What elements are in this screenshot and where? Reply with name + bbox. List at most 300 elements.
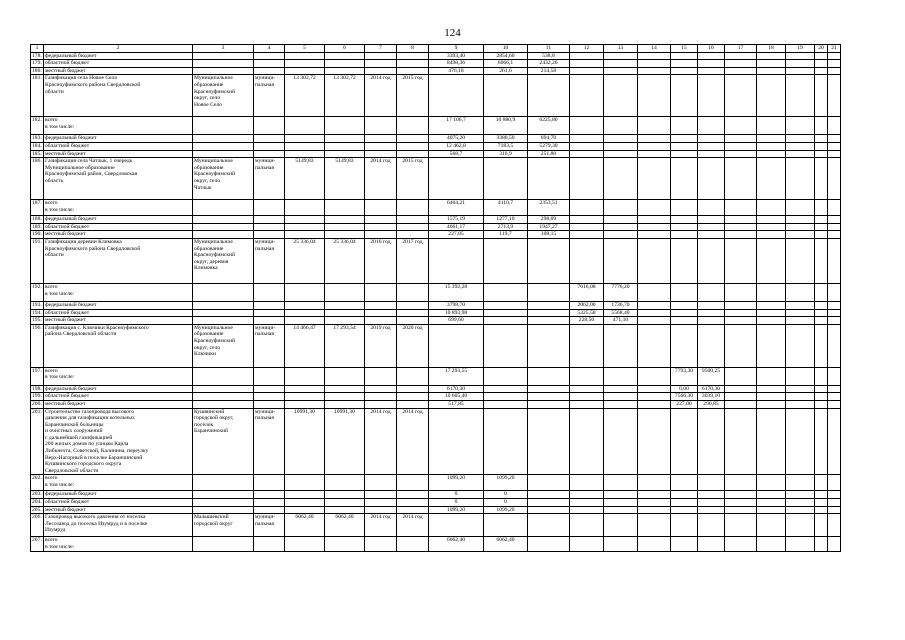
table-cell [570,385,604,393]
item-description-cell: Газопровод высокого давления от поселка Лесозавод до поселка Изумруд и в поселке Изумруд [44,514,193,537]
table-cell [365,52,397,60]
table-cell [815,385,828,393]
table-cell [325,301,365,309]
table-cell [325,283,365,301]
table-cell [725,117,757,135]
table-cell [725,223,757,231]
table-row [31,499,841,507]
table-cell [725,238,757,283]
table-cell [815,499,828,507]
table-cell [815,60,828,68]
table-cell [638,400,671,408]
table-cell: 2432,26 [528,60,570,68]
table-cell [397,135,429,143]
table-cell: 4075,20 [429,135,484,143]
row-number-cell: 188. [32,216,42,223]
table-cell [638,238,671,283]
table-cell [828,475,841,491]
table-cell [698,499,725,507]
table-cell [193,200,254,216]
table-cell: муници- пальная [254,324,285,367]
table-cell: 7793,30 [671,367,698,385]
table-cell [757,317,786,325]
item-description-cell: областной бюджет [44,223,193,231]
table-cell [484,400,528,408]
table-cell [254,200,285,216]
table-cell [604,142,638,150]
table-cell [725,135,757,143]
item-description-cell: Газификация с. Ключики Красноуфимского района Свердловской области [44,324,193,367]
table-cell [397,200,429,216]
table-cell: 2019 год [365,324,397,367]
table-cell [786,135,815,143]
table-cell [397,301,429,309]
table-cell [528,506,570,514]
table-cell [725,506,757,514]
table-cell [786,200,815,216]
table-cell [193,367,254,385]
table-row [31,216,841,224]
table-cell [828,52,841,60]
table-cell [698,231,725,239]
table-cell [254,60,285,68]
table-cell [484,385,528,393]
table-cell [698,537,725,552]
table-cell [254,393,285,401]
table-cell [365,385,397,393]
table-cell: 8498,36 [429,60,484,68]
table-cell [325,506,365,514]
table-cell [604,393,638,401]
table-cell: 6170,30 [429,385,484,393]
table-cell [671,491,698,499]
table-cell [815,200,828,216]
table-cell [604,324,638,367]
item-description-cell: Газификация села Новое Село Красноуфимского района Свердловской области [44,75,193,117]
row-number-cell: 184. [32,142,42,149]
table-cell [828,317,841,325]
table-cell [786,117,815,135]
table-cell: 3380,50 [484,135,528,143]
table-cell [725,52,757,60]
table-cell [325,223,365,231]
table-cell [604,200,638,216]
table-cell [193,537,254,552]
table-cell [365,317,397,325]
table-cell: 17 106,7 [429,117,484,135]
table-cell [698,117,725,135]
row-number-cell: 195. [32,317,42,324]
table-cell: 6170,30 [698,385,725,393]
table-cell [786,60,815,68]
table-row [31,75,841,117]
table-cell [725,408,757,475]
table-cell [786,499,815,507]
table-cell [365,367,397,385]
table-cell [698,216,725,224]
table-cell [815,150,828,158]
table-cell [604,491,638,499]
table-cell [725,158,757,200]
table-cell [671,135,698,143]
table-cell: 2020 год [397,324,429,367]
table-cell [429,408,484,475]
table-cell [365,499,397,507]
table-cell [604,150,638,158]
row-number-cell: 190. [32,231,42,238]
table-cell [528,514,570,537]
table-cell [254,400,285,408]
table-cell: 14 466,47 [285,324,325,367]
table-cell: муници- пальная [254,408,285,475]
table-cell [757,408,786,475]
table-row [31,135,841,143]
table-cell [604,60,638,68]
table-cell [365,216,397,224]
table-cell: Кушвинский городской округ, поселок Баранчинский [193,408,254,475]
table-cell [786,216,815,224]
table-cell: 1099,20 [429,506,484,514]
table-cell [285,67,325,75]
table-cell [815,537,828,552]
row-number-cell: 194. [32,309,42,316]
table-cell [325,67,365,75]
table-cell [815,506,828,514]
table-cell [604,52,638,60]
table-cell: 2015 год [397,75,429,117]
table-cell [528,491,570,499]
table-cell: 2014 год [365,514,397,537]
table-cell [638,75,671,117]
table-row [31,67,841,75]
table-cell [828,135,841,143]
table-cell [528,283,570,301]
column-number-cell: 14 [638,45,671,53]
table-cell [397,317,429,325]
table-cell [786,514,815,537]
table-cell [193,309,254,317]
table-cell [484,324,528,367]
table-cell [429,75,484,117]
table-cell [725,301,757,309]
table-cell [365,475,397,491]
table-cell [484,367,528,385]
row-number-cell: 207. [31,537,44,552]
table-cell [671,150,698,158]
table-cell [254,67,285,75]
table-cell [828,216,841,224]
table-cell [285,506,325,514]
table-cell [528,499,570,507]
table-cell [786,309,815,317]
table-cell [698,60,725,68]
table-cell [671,506,698,514]
table-cell [285,223,325,231]
table-cell [757,117,786,135]
table-cell [325,117,365,135]
table-cell: 9500,25 [698,367,725,385]
table-cell [397,150,429,158]
table-cell [285,142,325,150]
table-row [31,408,841,475]
table-cell [604,499,638,507]
row-number-cell: 178. [32,52,42,59]
table-cell: 227,00 [671,400,698,408]
table-cell [828,537,841,552]
table-cell [397,499,429,507]
table-cell [285,150,325,158]
table-cell [698,52,725,60]
table-cell: 12 462,8 [429,142,484,150]
table-cell [828,506,841,514]
table-cell: 6062,40 [285,514,325,537]
table-cell: 227,85 [429,231,484,239]
table-cell [757,514,786,537]
table-cell [828,142,841,150]
table-cell [638,499,671,507]
table-cell [815,117,828,135]
table-cell [815,393,828,401]
table-cell [570,324,604,367]
column-number-cell: 20 [815,45,828,53]
table-cell [828,231,841,239]
table-row [31,506,841,514]
table-cell [671,317,698,325]
table-cell [815,317,828,325]
table-cell [698,75,725,117]
table-cell [528,75,570,117]
table-cell: 25 336,04 [325,238,365,283]
table-cell [365,67,397,75]
table-cell [484,408,528,475]
table-cell [815,52,828,60]
table-cell [828,385,841,393]
table-cell: 7183,5 [484,142,528,150]
table-cell [786,491,815,499]
item-description-cell: всего в том числе: [44,537,193,552]
table-cell [671,158,698,200]
table-cell [254,491,285,499]
table-cell: муници- пальная [254,514,285,537]
column-number-cell: 11 [528,45,570,53]
table-cell [604,117,638,135]
table-cell [757,231,786,239]
table-cell [528,158,570,200]
table-cell [193,393,254,401]
table-cell [757,385,786,393]
table-cell [285,216,325,224]
table-cell [193,52,254,60]
table-cell [484,309,528,317]
table-row [31,150,841,158]
table-cell [429,158,484,200]
table-cell [757,142,786,150]
table-cell [325,367,365,385]
table-cell [757,200,786,216]
table-cell [786,150,815,158]
table-cell [815,514,828,537]
column-number-cell: 15 [671,45,698,53]
table-cell [638,223,671,231]
table-cell [757,506,786,514]
table-cell [397,309,429,317]
table-cell [815,67,828,75]
table-cell: 2016 год [365,238,397,283]
table-cell [604,216,638,224]
table-cell [815,283,828,301]
table-cell [698,514,725,537]
table-cell [604,475,638,491]
table-cell: 1277,10 [484,216,528,224]
table-cell [484,301,528,309]
table-cell [671,60,698,68]
table-cell [285,200,325,216]
table-cell [285,309,325,317]
table-cell: 17 293,54 [325,324,365,367]
table-cell [815,158,828,200]
table-cell: 214,58 [528,67,570,75]
table-cell [604,135,638,143]
table-cell [815,491,828,499]
table-cell [815,142,828,150]
table-cell [757,216,786,224]
table-cell [397,367,429,385]
row-number-cell: 198. [32,385,42,392]
table-cell [397,216,429,224]
table-cell [365,491,397,499]
table-cell [254,216,285,224]
table-cell [698,408,725,475]
table-cell [193,117,254,135]
table-cell [285,117,325,135]
table-cell: 290,85 [698,400,725,408]
table-cell [757,238,786,283]
table-row [31,301,841,309]
table-cell [365,142,397,150]
table-cell [638,117,671,135]
item-description-cell: Строительство газопровода высокого давления для газификации котельных Баранчинской больницы и очистных сооружений с дальнейшей газификацией 200 жилых домов по улицам Карла Либкнехта, Советской, Калинина, переулку Верх-Нагорный в поселке Баранчинский Кушвинского городского округа Свердловской области [44,408,193,475]
table-cell [254,309,285,317]
table-cell [604,75,638,117]
table-cell: 2014 год [365,158,397,200]
table-cell [828,301,841,309]
table-cell: муници- пальная [254,75,285,117]
table-cell [528,537,570,552]
table-cell [570,506,604,514]
column-number-cell: 9 [429,45,484,53]
table-cell [757,393,786,401]
table-cell [285,283,325,301]
item-description-cell: всего в том числе: [44,367,193,385]
table-cell [638,317,671,325]
table-cell [815,367,828,385]
table-cell: 1099,20 [429,475,484,491]
table-cell [484,283,528,301]
table-cell [604,223,638,231]
table-cell: муници- пальная [254,158,285,200]
table-cell [638,367,671,385]
table-cell [325,60,365,68]
table-cell [484,158,528,200]
column-number-cell: 6 [325,45,365,53]
table-cell [193,317,254,325]
item-description-cell: федеральный бюджет [44,135,193,143]
table-cell [254,475,285,491]
table-cell [828,117,841,135]
table-cell [698,301,725,309]
table-cell [698,135,725,143]
table-cell [671,309,698,317]
table-cell [638,142,671,150]
row-number-cell: 201. [31,408,44,475]
table-cell [757,301,786,309]
table-cell [365,200,397,216]
table-cell [725,309,757,317]
table-cell [725,475,757,491]
table-cell [828,158,841,200]
table-row [31,317,841,325]
table-cell [828,283,841,301]
table-cell [786,75,815,117]
table-cell [828,60,841,68]
table-cell [828,200,841,216]
column-number-cell: 5 [285,45,325,53]
row-number-cell: 189. [32,223,42,230]
table-cell [725,393,757,401]
table-cell [815,301,828,309]
table-cell [285,52,325,60]
table-cell [528,475,570,491]
table-cell [570,400,604,408]
column-number-cell: 8 [397,45,429,53]
table-cell [528,238,570,283]
table-cell [786,52,815,60]
table-cell [325,385,365,393]
table-cell [254,317,285,325]
table-cell [638,393,671,401]
table-cell [365,301,397,309]
row-number-cell: 192. [31,283,44,301]
table-cell [570,231,604,239]
table-cell [285,385,325,393]
table-cell [570,238,604,283]
table-cell [570,475,604,491]
table-cell: 261,6 [484,67,528,75]
table-cell [671,514,698,537]
table-cell [786,385,815,393]
table-row [31,514,841,537]
table-cell: 6062,40 [429,537,484,552]
item-description-cell: федеральный бюджет [44,301,193,309]
table-cell [285,475,325,491]
table-cell: 5568,40 [604,309,638,317]
table-cell [725,499,757,507]
column-number-cell: 3 [193,45,254,53]
table-cell: Муниципальное образование Красноуфимский округ, деревня Климовка [193,238,254,283]
table-cell [604,408,638,475]
table-cell [786,393,815,401]
table-cell [254,537,285,552]
table-cell: 13 303,72 [285,75,325,117]
table-cell [828,400,841,408]
table-cell: 6062,40 [325,514,365,537]
table-cell [757,150,786,158]
table-cell [429,514,484,537]
table-cell [365,223,397,231]
item-description-cell: местный бюджет [44,231,193,239]
table-cell [193,475,254,491]
item-description-cell: всего в том числе: [44,283,193,301]
